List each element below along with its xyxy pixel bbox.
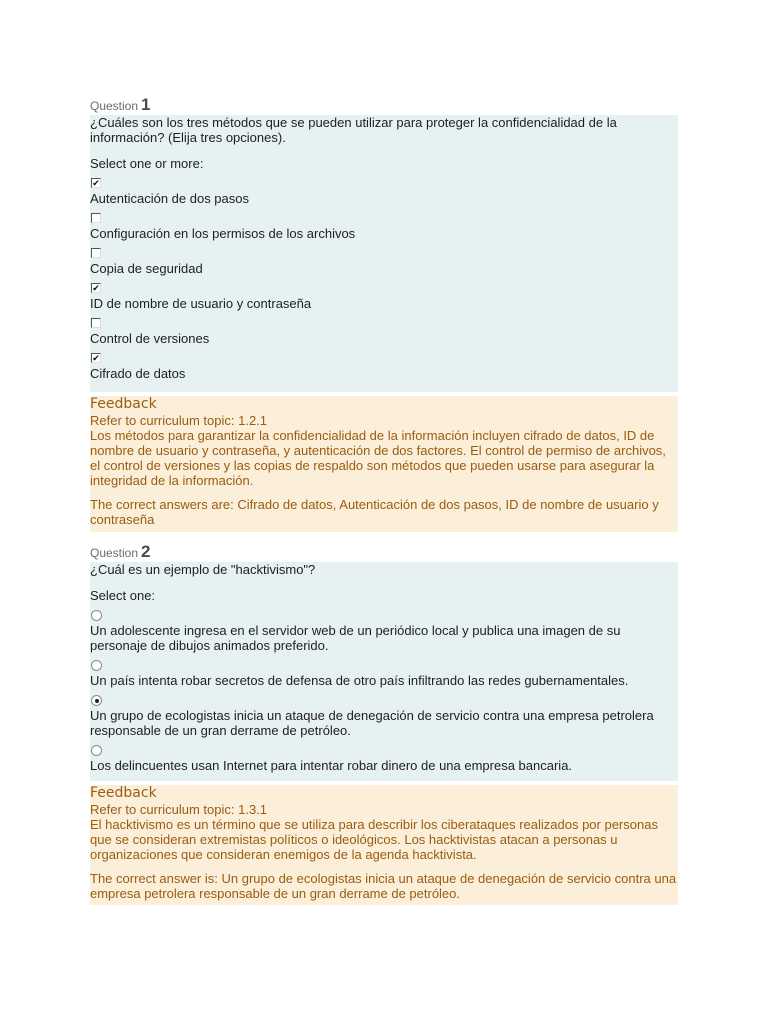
- question-prompt: Select one:: [90, 588, 156, 603]
- question-label: Question: [90, 99, 139, 113]
- option-4-radio[interactable]: [90, 742, 678, 758]
- feedback-correct-answer: The correct answer is: Un grupo de ecologistas inicia un ataque de denegación de servicio contra una empresa petrolera responsable de un gran derrame de petróleo.: [90, 871, 677, 901]
- option-3-radio[interactable]: [90, 692, 678, 708]
- option-3-checkbox[interactable]: [90, 245, 678, 261]
- checkbox[interactable]: ✔: [92, 283, 100, 293]
- option-1-radio[interactable]: [90, 607, 678, 623]
- checkbox[interactable]: [91, 248, 101, 258]
- feedback-title: Feedback: [90, 396, 157, 412]
- checkbox[interactable]: [91, 318, 101, 328]
- question-number: 1: [141, 95, 151, 114]
- radio[interactable]: [91, 695, 102, 706]
- question-text: ¿Cuál es un ejemplo de "hacktivismo"?: [90, 562, 316, 577]
- checkbox[interactable]: ✔: [92, 178, 100, 188]
- question-prompt: Select one or more:: [90, 156, 204, 171]
- option-2-label[interactable]: Un país intenta robar secretos de defensa de otro país infiltrando las redes gubernamentales.: [90, 673, 629, 688]
- option-1-checkbox[interactable]: [90, 175, 678, 191]
- option-6-label[interactable]: Cifrado de datos: [90, 366, 186, 381]
- option-1-label[interactable]: Un adolescente ingresa en el servidor web de un periódico local y publica una imagen de su personaje de dibujos animados preferido.: [90, 623, 621, 653]
- radio[interactable]: [91, 660, 102, 671]
- feedback-title: Feedback: [90, 785, 157, 801]
- option-4-label[interactable]: ID de nombre de usuario y contraseña: [90, 296, 312, 311]
- feedback-explanation: Los métodos para garantizar la confidencialidad de la información incluyen cifrado de datos, ID de nombre de usuario y contraseña, y autenticación de dos factores. El control de permiso de archivos, el control de versiones y las copias de respaldo son métodos que pueden usarse para asegurar la integridad de la información.: [90, 428, 666, 488]
- question-1-header: [90, 96, 678, 115]
- question-text: ¿Cuáles son los tres métodos que se pueden utilizar para proteger la confidencialidad de la información? (Elija tres opciones).: [90, 115, 617, 145]
- question-1-box: [90, 115, 678, 392]
- question-2-header: [90, 543, 678, 562]
- option-3-label[interactable]: Un grupo de ecologistas inicia un ataque de denegación de servicio contra una empresa petrolera responsable de un gran derrame de petróleo.: [90, 708, 654, 738]
- option-4-checkbox[interactable]: [90, 280, 678, 296]
- option-2-checkbox[interactable]: [90, 210, 678, 226]
- option-5-checkbox[interactable]: [90, 315, 678, 331]
- feedback-explanation: El hacktivismo es un término que se utiliza para describir los ciberataques realizados por personas que se consideran extremistas políticos o ideológicos. Los hacktivistas atacan a personas u organizaciones que consideran enemigos de la agenda hacktivista.: [90, 817, 658, 862]
- option-5-label[interactable]: Control de versiones: [90, 331, 210, 346]
- option-2-label[interactable]: Configuración en los permisos de los archivos: [90, 226, 356, 241]
- radio[interactable]: [91, 745, 102, 756]
- checkbox[interactable]: [91, 213, 101, 223]
- question-1-feedback: [90, 396, 678, 532]
- option-6-checkbox[interactable]: [90, 350, 678, 366]
- option-1-label[interactable]: Autenticación de dos pasos: [90, 191, 249, 206]
- option-2-radio[interactable]: [90, 657, 678, 673]
- checkbox[interactable]: ✔: [92, 353, 100, 363]
- question-2-feedback: [90, 785, 678, 905]
- feedback-topic: Refer to curriculum topic: 1.3.1: [90, 802, 268, 817]
- question-number: 2: [141, 542, 151, 561]
- option-4-label[interactable]: Los delincuentes usan Internet para intentar robar dinero de una empresa bancaria.: [90, 758, 573, 773]
- feedback-topic: Refer to curriculum topic: 1.2.1: [90, 413, 268, 428]
- question-2-box: [90, 562, 678, 781]
- question-label: Question: [90, 546, 139, 560]
- radio[interactable]: [91, 610, 102, 621]
- feedback-correct-answer: The correct answers are: Cifrado de datos, Autenticación de dos pasos, ID de nombre de usuario y contraseña: [90, 497, 659, 527]
- option-3-label[interactable]: Copia de seguridad: [90, 261, 203, 276]
